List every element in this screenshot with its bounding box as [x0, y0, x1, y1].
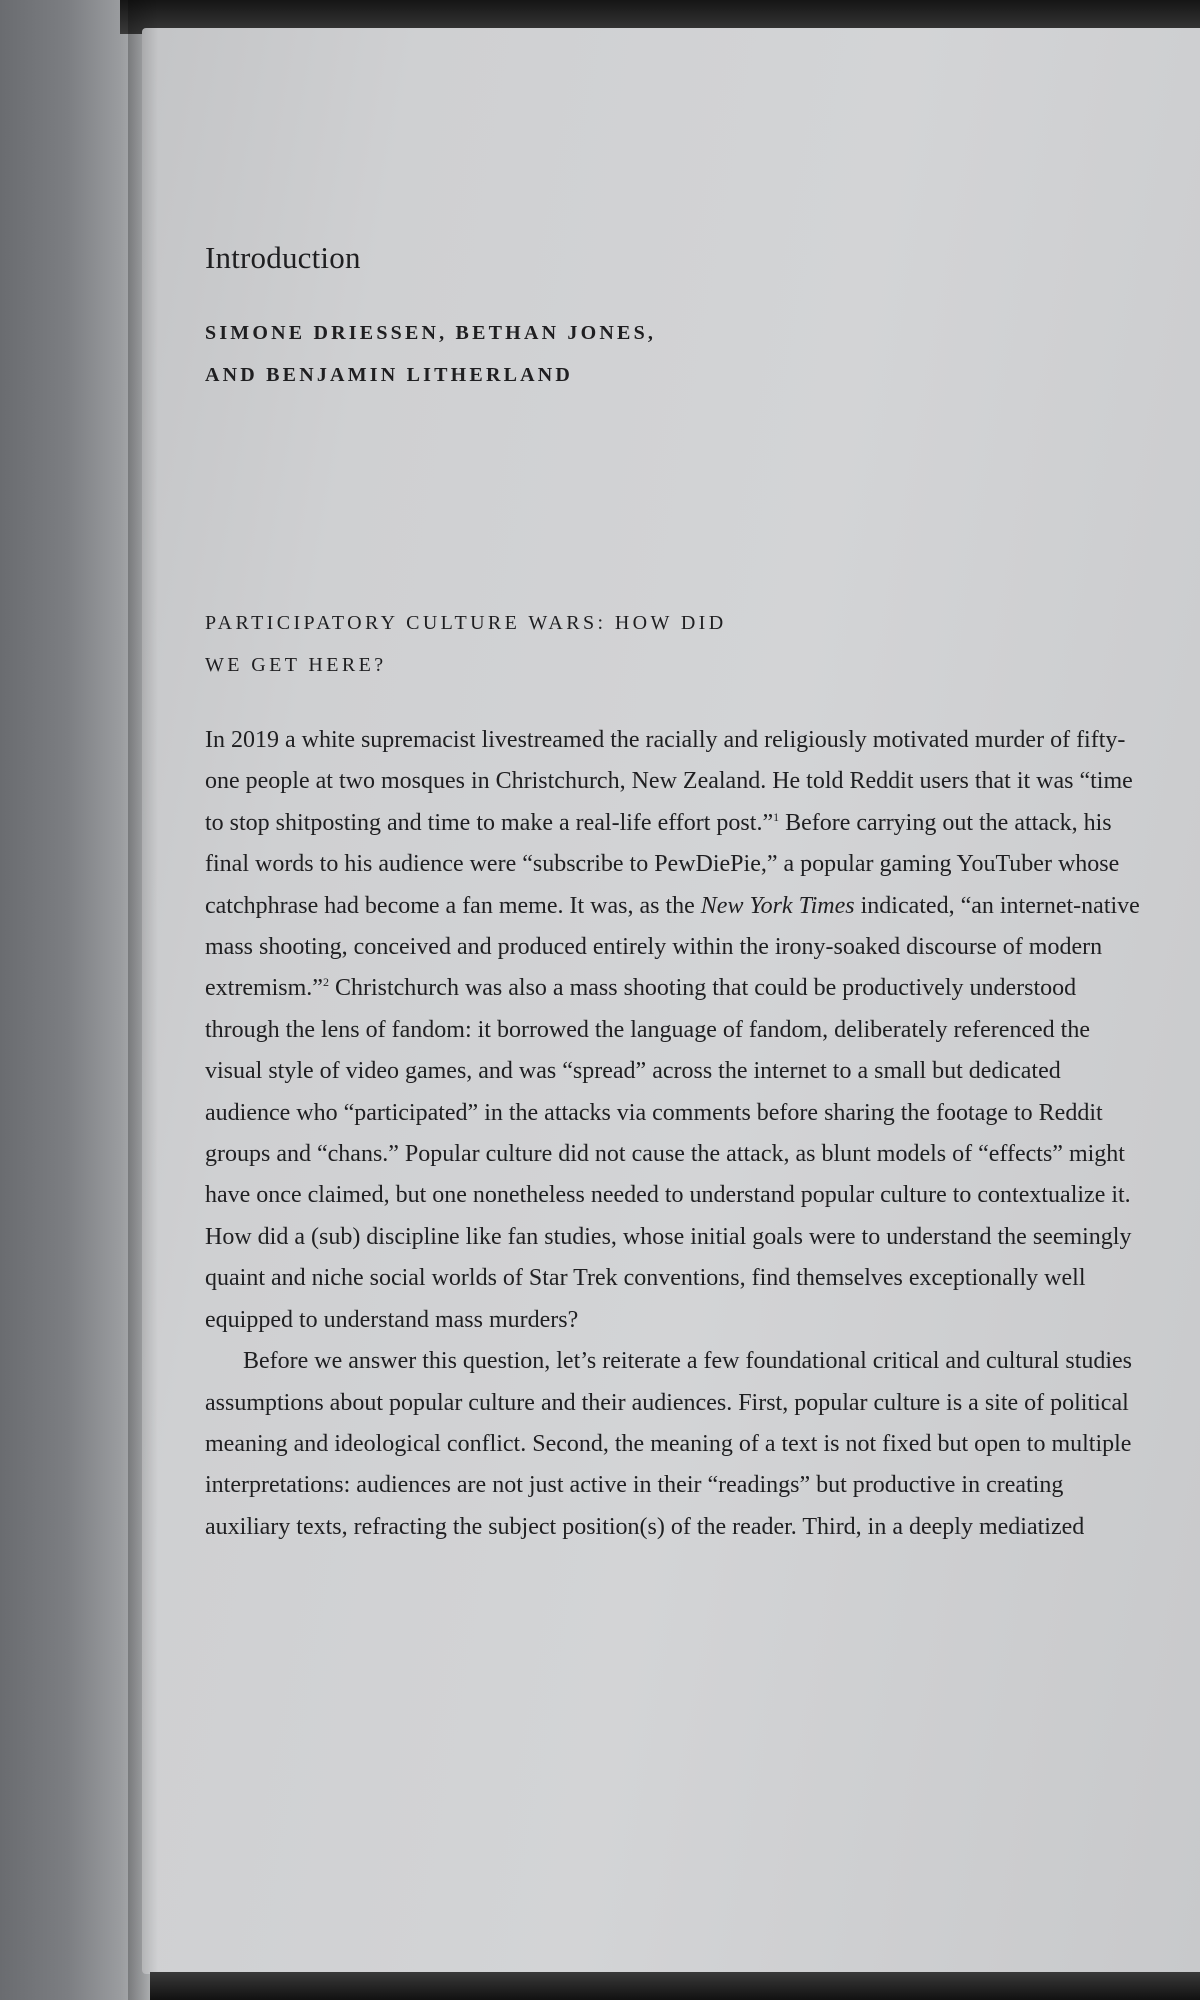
- body-paragraph-1: [205, 720, 1145, 1341]
- authors-line-2: AND BENJAMIN LITHERLAND: [205, 364, 574, 386]
- authors-line-1: SIMONE DRIESSEN, BETHAN JONES,: [205, 322, 657, 344]
- section-heading-line-2: WE GET HERE?: [205, 654, 387, 676]
- paragraph-1-part-a: In 2019 a white supremacist livestreamed the racially and religiously motivated murder of fifty-one people at two mosques in Christchurch, New Zealand. He told Reddit users that it was “time to stop shitposting and time to make a real-life effort post.”: [205, 727, 1133, 836]
- footnote-marker-2: 2: [322, 975, 329, 990]
- paragraph-1-part-d: Christchurch was also a mass shooting that could be productively understood through the lens of fandom: it borrowed the language of fandom, deliberately referenced the visual style of video games, and was “spread” across the internet to a small but dedicated audience who “participated” in the attacks via comments before sharing the footage to Reddit groups and “chans.” Popular culture did not cause the attack, as blunt models of “effects” might have once claimed, but one nonetheless needed to understand popular culture to contextualize it. How did a (sub) discipline like fan studies, whose initial goals were to understand the seemingly quaint and niche social worlds of Star Trek conventions, find themselves exceptionally well equipped to understand mass murders?: [205, 975, 1132, 1333]
- body-paragraph-2: Before we answer this question, let’s reiterate a few foundational critical and cultural studies assumptions about popular culture and their audiences. First, popular culture is a site of political meaning and ideological conflict. Second, the meaning of a text is not fixed but open to multiple interpretations: audiences are not just active in their “readings” but productive in creating auxiliary texts, refracting the subject position(s) of the reader. Third, in a deeply mediatized: [205, 1348, 1133, 1540]
- section-heading-line-1: PARTICIPATORY CULTURE WARS: HOW DID: [205, 612, 727, 634]
- page-title: Introduction: [205, 240, 361, 275]
- paragraph-1-part-c: indicated, “an internet-native mass shooting, conceived and produced entirely within the irony-soaked discourse of modern extremism.”: [205, 892, 1140, 1002]
- book-gutter: [128, 0, 158, 2000]
- author-list: [205, 312, 1145, 396]
- section-heading: [205, 602, 1145, 686]
- publication-title: New York Times: [700, 892, 855, 919]
- bottom-edge-shadow: [150, 1972, 1200, 2000]
- footnote-marker-1: 1: [773, 809, 780, 824]
- paragraph-1-part-b: Before carrying out the attack, his final words to his audience were “subscribe to PewDiePie,” a popular gaming YouTuber whose catchphrase had become a fan meme. It was, as the: [205, 809, 1120, 919]
- page-content: [205, 240, 1145, 1548]
